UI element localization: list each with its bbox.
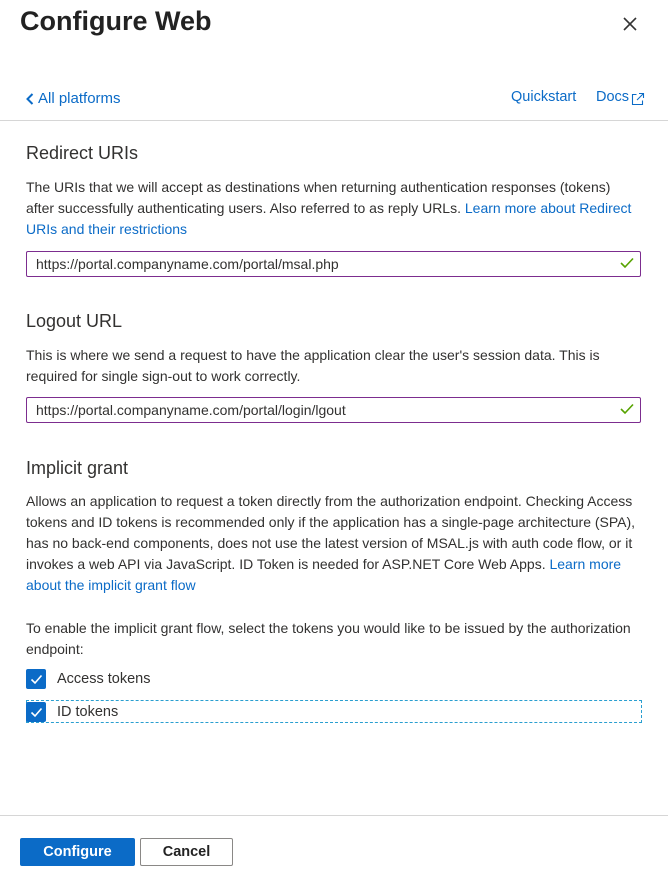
- valid-check-icon: [620, 257, 634, 269]
- focus-outline: [26, 700, 642, 723]
- logout-url-input[interactable]: [27, 398, 607, 422]
- checkmark-icon: [30, 707, 43, 718]
- logout-url-field[interactable]: [26, 397, 641, 423]
- footer-divider: [0, 815, 668, 816]
- checkbox-checked[interactable]: [26, 669, 46, 689]
- access-tokens-label: Access tokens: [57, 671, 151, 687]
- external-link-icon: [631, 92, 645, 106]
- logout-url-description: This is where we send a request to have the application clear the user's session data. This is required for single sign-out to work correctly.: [26, 347, 600, 384]
- access-tokens-checkbox[interactable]: [26, 668, 151, 690]
- configure-button[interactable]: Configure: [20, 838, 135, 866]
- implicit-grant-heading: Implicit grant: [26, 458, 129, 478]
- quickstart-link[interactable]: Quickstart: [511, 89, 577, 105]
- all-platforms-label: All platforms: [38, 90, 121, 107]
- implicit-grant-instruction: To enable the implicit grant flow, select the tokens you would like to be issued by the authorization endpoint:: [26, 620, 631, 657]
- redirect-uri-input[interactable]: [27, 252, 607, 276]
- redirect-uris-heading: Redirect URIs: [26, 143, 139, 163]
- cancel-button[interactable]: Cancel: [140, 838, 233, 866]
- redirect-uris-learn-more-link[interactable]: Learn more about Redirect URIs and their restrictions: [26, 200, 632, 237]
- redirect-uris-description: The URIs that we will accept as destinations when returning authentication responses (tokens) after successfully authenticating users. Also referred to as reply URLs. Learn more about Redirect URIs and their restrictions: [26, 179, 632, 237]
- header-divider: [0, 120, 668, 121]
- chevron-left-icon: [26, 93, 34, 105]
- close-icon[interactable]: [619, 13, 641, 35]
- docs-link[interactable]: [596, 89, 645, 106]
- implicit-grant-learn-more-link[interactable]: Learn more about the implicit grant flow: [26, 556, 622, 593]
- panel-title: Configure Web: [20, 6, 212, 36]
- id-tokens-label: ID tokens: [57, 704, 119, 720]
- implicit-grant-description: Allows an application to request a token directly from the authorization endpoint. Checking Access tokens and ID tokens is recommended only if the application has a single-page architecture (SPA), has no back-end components, does not use the latest version of MSAL.js with auth code flow, or it invokes a web API via JavaScript. ID Token is needed for ASP.NET Core Web Apps. Learn more about the implicit grant flow: [26, 493, 636, 593]
- id-tokens-checkbox[interactable]: [26, 701, 118, 723]
- redirect-uri-field[interactable]: [26, 251, 641, 277]
- checkmark-icon: [30, 674, 43, 685]
- valid-check-icon: [620, 403, 634, 415]
- all-platforms-link[interactable]: [26, 90, 121, 107]
- docs-label: Docs: [596, 89, 630, 105]
- checkbox-checked[interactable]: [26, 702, 46, 722]
- logout-url-heading: Logout URL: [26, 311, 123, 331]
